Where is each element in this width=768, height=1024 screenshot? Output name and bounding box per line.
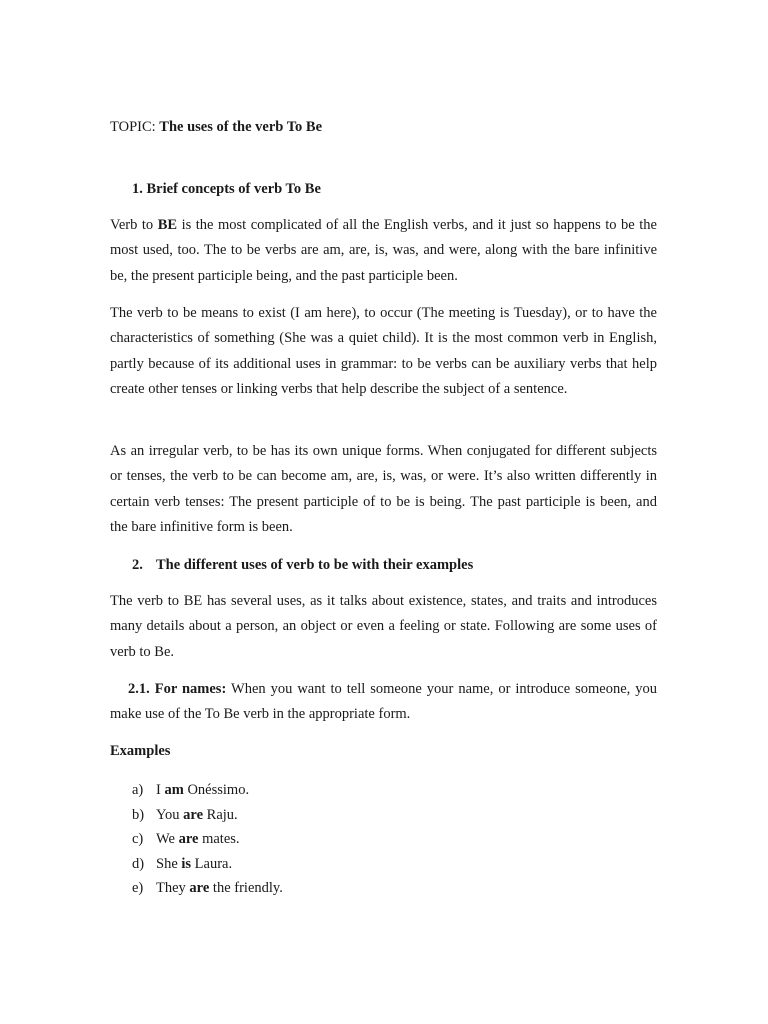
subsection-2-1-paragraph xyxy=(110,677,657,728)
example-verb: are xyxy=(189,880,210,897)
topic-prefix: TOPIC: xyxy=(110,119,160,135)
be-emphasis: BE xyxy=(157,217,178,233)
subsection-2-1-label: 2.1. For names: xyxy=(128,681,227,697)
example-item xyxy=(132,876,283,901)
example-item xyxy=(132,778,283,803)
paragraph-text: is the most complicated of all the English verbs, and it just so happens to be the most used, too. The to be verbs are am, are, is, was, and were, along with the bare infinitive be, the present participle being, and the past participle been. xyxy=(110,217,657,284)
example-marker: d) xyxy=(132,855,145,872)
example-complement: Raju. xyxy=(203,806,238,823)
section-1-paragraph-1 xyxy=(110,213,657,289)
examples-list xyxy=(132,778,283,901)
example-marker: e) xyxy=(132,880,144,897)
subsection-2-1-text: When you want to tell someone your name, or introduce someone, you make use of the To Be verb in the appropriate form. xyxy=(110,681,657,723)
example-item xyxy=(132,803,283,828)
example-subject: She xyxy=(156,855,182,872)
example-verb: are xyxy=(178,831,199,848)
example-complement: Laura. xyxy=(191,855,233,872)
example-complement: the friendly. xyxy=(209,880,283,897)
example-subject: They xyxy=(156,880,190,897)
example-item xyxy=(132,827,283,852)
section-2-title: The different uses of verb to be with their examples xyxy=(156,557,474,573)
section-1-heading: 1. Brief concepts of verb To Be xyxy=(132,181,321,197)
example-marker: a) xyxy=(132,782,144,798)
example-verb: am xyxy=(164,782,184,798)
example-item xyxy=(132,852,283,877)
section-2-heading xyxy=(132,555,473,575)
example-subject: I xyxy=(156,782,165,798)
topic-title: The uses of the verb To Be xyxy=(159,119,323,135)
section-1-paragraph-3: As an irregular verb, to be has its own unique forms. When conjugated for different subjects or tenses, the verb to be can become am, are, is, was, or were. It’s also written differently in certain verb tenses: The present participle of to be is being. The past participle is been, and the bare infinitive form is been. xyxy=(110,443,657,535)
paragraph-text: Verb to xyxy=(110,217,158,233)
example-marker: c) xyxy=(132,831,144,848)
topic-line xyxy=(110,117,322,137)
example-complement: mates. xyxy=(198,831,240,848)
example-verb: is xyxy=(181,855,192,872)
example-marker: b) xyxy=(132,806,145,823)
section-2-number: 2. xyxy=(132,557,143,573)
example-complement: Onéssimo. xyxy=(183,782,250,798)
examples-label: Examples xyxy=(110,743,171,759)
example-verb: are xyxy=(183,806,204,823)
section-2-paragraph-1: The verb to BE has several uses, as it talks about existence, states, and traits and introduces many details about a person, an object or even a feeling or state. Following are some uses of verb to Be. xyxy=(110,593,657,660)
section-1-paragraph-2: The verb to be means to exist (I am here), to occur (The meeting is Tuesday), or to have the characteristics of something (She was a quiet child). It is the most common verb in English, partly because of its additional uses in grammar: to be verbs can be auxiliary verbs that help create other tenses or linking verbs that help describe the subject of a sentence. xyxy=(110,305,657,397)
example-subject: We xyxy=(156,831,179,848)
example-subject: You xyxy=(156,806,184,823)
